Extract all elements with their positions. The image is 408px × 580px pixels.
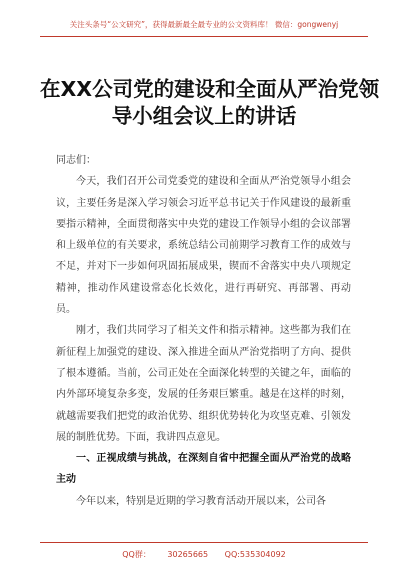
title-line-2: 导小组会议上的讲话 — [111, 104, 297, 128]
body-paragraph: 今天，我们召开公司党委党的建设和全面从严治党领导小组会议，主要任务是深入学习领会习近平总书记关于作风建设的最新重要指示精神，全面贯彻落实中央党的建设工作领导小组的会议部署和上级单位的有关要求，系统总结公司前期学习教育工作的成效与不足，并对下一步如何巩固拓展成果，锲而不舍落实中央八项规定精神，推动作风建设常态化长效化，进行再研究、再部署、再动员。 — [56, 176, 351, 316]
document-body — [56, 150, 351, 512]
footer-contact-text: QQ群： 30265665 QQ:535304092 — [122, 550, 286, 559]
header-promo-text: 关注头条号“公文研究”，获得最新最全最专业的公文资料库！ 微信：gongwenyj — [69, 20, 339, 29]
greeting: 同志们： — [56, 155, 96, 166]
title-line-1: 在XX公司党的建设和全面从严治党领 — [40, 77, 380, 101]
header-divider — [40, 36, 368, 37]
body-paragraph: 今年以来，特别是近期的学习教育活动开展以来，公司各 — [76, 495, 326, 507]
page-footer — [40, 542, 368, 564]
footer-divider — [40, 542, 368, 543]
page-header — [40, 16, 368, 38]
section-heading: 一、正视成绩与挑战，在深刻自省中把握全面从严治党的战略主动 — [56, 453, 351, 486]
body-paragraph: 刚才，我们共同学习了相关文件和指示精神。这些都为我们在新征程上加强党的建设、深入推进全面从严治党指明了方向、提供了根本遵循。当前，公司正处在全面深化转型的关键之年，面临的内外部环境复杂多变，发展的任务艰巨繁重。越是在这样的时刻，就越需要我们把党的政治优势、组织优势转化为攻坚克难、引领发展的制胜优势。下面，我讲四点意见。 — [56, 325, 351, 443]
document-title — [40, 76, 380, 130]
